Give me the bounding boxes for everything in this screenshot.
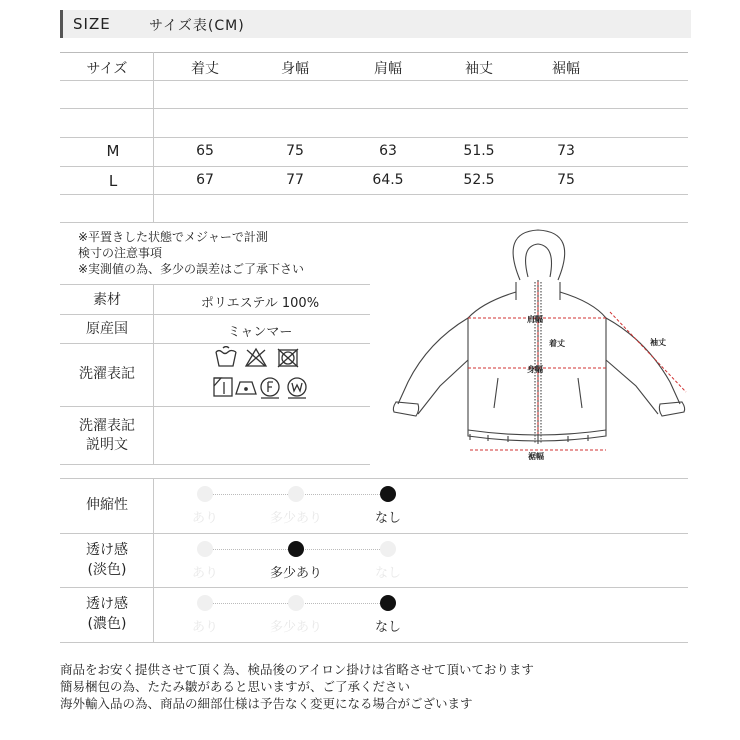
info-divider	[60, 406, 370, 407]
note-tolerance: ※実測値の為、多少の誤差はご了承下さい	[78, 262, 305, 276]
rating-dot	[380, 541, 396, 557]
table-divider	[60, 194, 688, 195]
rating-dot	[197, 486, 213, 502]
rating-option-label: なし	[374, 511, 401, 526]
col-header-body-width: 身幅	[281, 61, 309, 77]
header-subtitle: サイズ表(CM)	[149, 18, 245, 34]
rating-dot-selected	[380, 486, 396, 502]
table-top-border	[60, 52, 688, 53]
material-value: ポリエステル 100%	[200, 296, 320, 311]
col-header-shoulder: 肩幅	[374, 61, 402, 77]
footer-note-ironing: 商品をお安く提供させて頂く為、検品後のアイロン掛けは省略させて頂いております	[60, 662, 534, 677]
label-length: 着丈	[549, 339, 565, 348]
measure-lines	[468, 282, 686, 450]
footer-note-packaging: 簡易梱包の為、たたみ皺があると思いますが、ご了承ください	[60, 679, 411, 694]
header-title: SIZE	[73, 15, 111, 33]
info-divider	[60, 314, 370, 315]
rating-dot	[288, 486, 304, 502]
info-divider	[60, 284, 370, 285]
size-cell: 65	[196, 143, 214, 159]
col-header-sleeve: 袖丈	[465, 61, 493, 77]
dry-clean-f-icon	[261, 378, 279, 398]
size-cell: 77	[286, 172, 304, 188]
size-cell: 51.5	[463, 143, 495, 159]
col-header-hem: 裾幅	[552, 61, 580, 77]
rating-sublabel: (濃色)	[87, 616, 127, 632]
col-header-size: サイズ	[86, 61, 128, 77]
care-label: 洗濯表記	[79, 366, 135, 382]
table-divider	[60, 166, 688, 167]
size-cell: 52.5	[463, 172, 495, 188]
rating-sublabel: (淡色)	[87, 562, 127, 578]
rating-option-label: あり	[191, 511, 218, 526]
care-desc-label-1: 洗濯表記	[79, 418, 135, 434]
rating-divider	[60, 478, 688, 479]
rating-dot	[197, 541, 213, 557]
shade-dry-icon	[214, 378, 232, 396]
jacket-illustration	[393, 230, 684, 444]
table-col-divider	[153, 52, 154, 222]
no-tumble-dry-icon	[278, 349, 298, 367]
size-cell: 67	[196, 172, 214, 188]
origin-label: 原産国	[86, 321, 128, 337]
size-cell: 63	[379, 143, 397, 159]
size-cell: 75	[557, 172, 575, 188]
table-divider	[60, 108, 688, 109]
rating-option-label: なし	[374, 566, 401, 581]
rating-option-label: あり	[191, 566, 218, 581]
rating-dot	[197, 595, 213, 611]
care-symbols	[213, 346, 313, 404]
note-measure: ※平置きした状態でメジャーで計測	[78, 230, 268, 244]
info-divider	[60, 464, 370, 465]
footer-note-specs: 海外輸入品の為、商品の細部仕様は予告なく変更になる場合がございます	[60, 696, 473, 711]
rating-option-label: 多少あり	[269, 620, 322, 635]
wet-clean-w-icon	[288, 378, 306, 398]
rating-dot-selected	[380, 595, 396, 611]
label-body-width: 身幅	[527, 365, 543, 374]
size-cell: L	[108, 172, 118, 190]
rating-option-label: 多少あり	[269, 511, 322, 526]
no-bleach-icon	[246, 349, 266, 366]
rating-dot	[288, 595, 304, 611]
table-divider	[60, 80, 688, 81]
rating-divider	[60, 587, 688, 588]
iron-low-icon	[236, 382, 256, 394]
size-cell: M	[106, 142, 120, 160]
label-hem: 裾幅	[528, 452, 544, 461]
size-cell: 75	[286, 143, 304, 159]
material-label: 素材	[93, 292, 121, 308]
size-cell: 73	[557, 143, 575, 159]
note-heading: 検寸の注意事項	[78, 246, 163, 260]
rating-option-label: あり	[191, 620, 218, 635]
info-divider	[60, 343, 370, 344]
col-header-length: 着丈	[191, 61, 219, 77]
rating-option-label: 多少あり	[269, 566, 322, 581]
rating-option-label: なし	[374, 620, 401, 635]
size-cell: 64.5	[372, 172, 404, 188]
rating-label: 透け感	[86, 596, 128, 612]
section-header	[60, 10, 691, 38]
info-col-divider	[153, 284, 154, 464]
label-sleeve: 袖丈	[650, 338, 666, 347]
care-desc-label-2: 説明文	[86, 437, 128, 453]
rating-label: 透け感	[86, 542, 128, 558]
rating-divider	[60, 642, 688, 643]
rating-label: 伸縮性	[86, 497, 128, 513]
rating-divider	[60, 533, 688, 534]
origin-value: ミャンマー	[227, 325, 293, 340]
rating-dot-selected	[288, 541, 304, 557]
rating-col-divider	[153, 478, 154, 642]
table-divider	[60, 137, 688, 138]
label-shoulder: 肩幅	[527, 315, 543, 324]
wash-30-icon	[216, 347, 236, 367]
